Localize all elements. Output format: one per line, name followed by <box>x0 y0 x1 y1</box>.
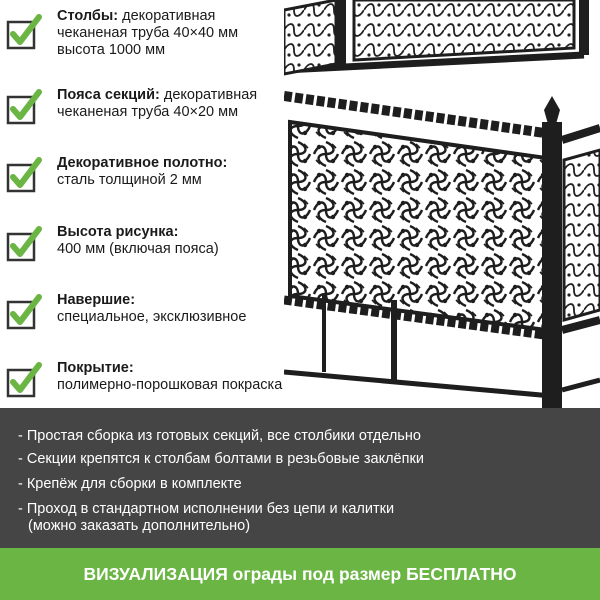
features-panel <box>0 408 600 548</box>
spec-value: сталь толщиной 2 мм <box>57 172 202 188</box>
forged-fence-image <box>284 0 600 408</box>
spec-value: чеканеная труба 40×20 мм <box>57 104 239 120</box>
spec-value: чеканеная труба 40×40 мм <box>57 25 239 41</box>
feature-item: - Секции крепятся к столбам болтами в резьбовые заклёпки <box>18 451 424 467</box>
feature-item-note: (можно заказать дополнительно) <box>28 518 251 534</box>
feature-item: - Крепёж для сборки в комплекте <box>18 476 242 492</box>
spec-label: Столбы: <box>57 8 119 24</box>
spec-value: декоративная <box>122 8 216 24</box>
check-box-icon <box>6 157 42 193</box>
banner-middle: ограды под размер <box>227 564 407 584</box>
spec-value: высота 1000 мм <box>57 42 166 58</box>
check-box-icon <box>6 226 42 262</box>
fence-product-image <box>284 0 600 408</box>
spec-label: Пояса секций: <box>57 87 160 103</box>
feature-item: - Проход в стандартном исполнении без цепи и калитки <box>18 501 395 517</box>
check-box-icon <box>6 362 42 398</box>
spec-value: специальное, эксклюзивное <box>57 309 247 325</box>
free-visualization-banner <box>0 548 600 600</box>
feature-item: - Простая сборка из готовых секций, все столбики отдельно <box>18 428 421 444</box>
spec-list <box>0 0 320 408</box>
spec-label: Декоративное полотно: <box>57 155 228 171</box>
spec-label: Высота рисунка: <box>57 224 179 240</box>
check-box-icon <box>6 294 42 330</box>
spec-value: полимерно-порошковая покраска <box>57 377 283 393</box>
spec-label: Покрытие: <box>57 360 134 376</box>
check-box-icon <box>6 89 42 125</box>
banner-word-free: БЕСПЛАТНО <box>406 564 517 584</box>
spec-value: 400 мм (включая пояса) <box>57 241 219 257</box>
check-box-icon <box>6 14 42 50</box>
spec-label: Навершие: <box>57 292 136 308</box>
banner-text <box>0 564 600 585</box>
spec-value: декоративная <box>163 87 258 103</box>
banner-word-visualization: ВИЗУАЛИЗАЦИЯ <box>83 564 228 584</box>
